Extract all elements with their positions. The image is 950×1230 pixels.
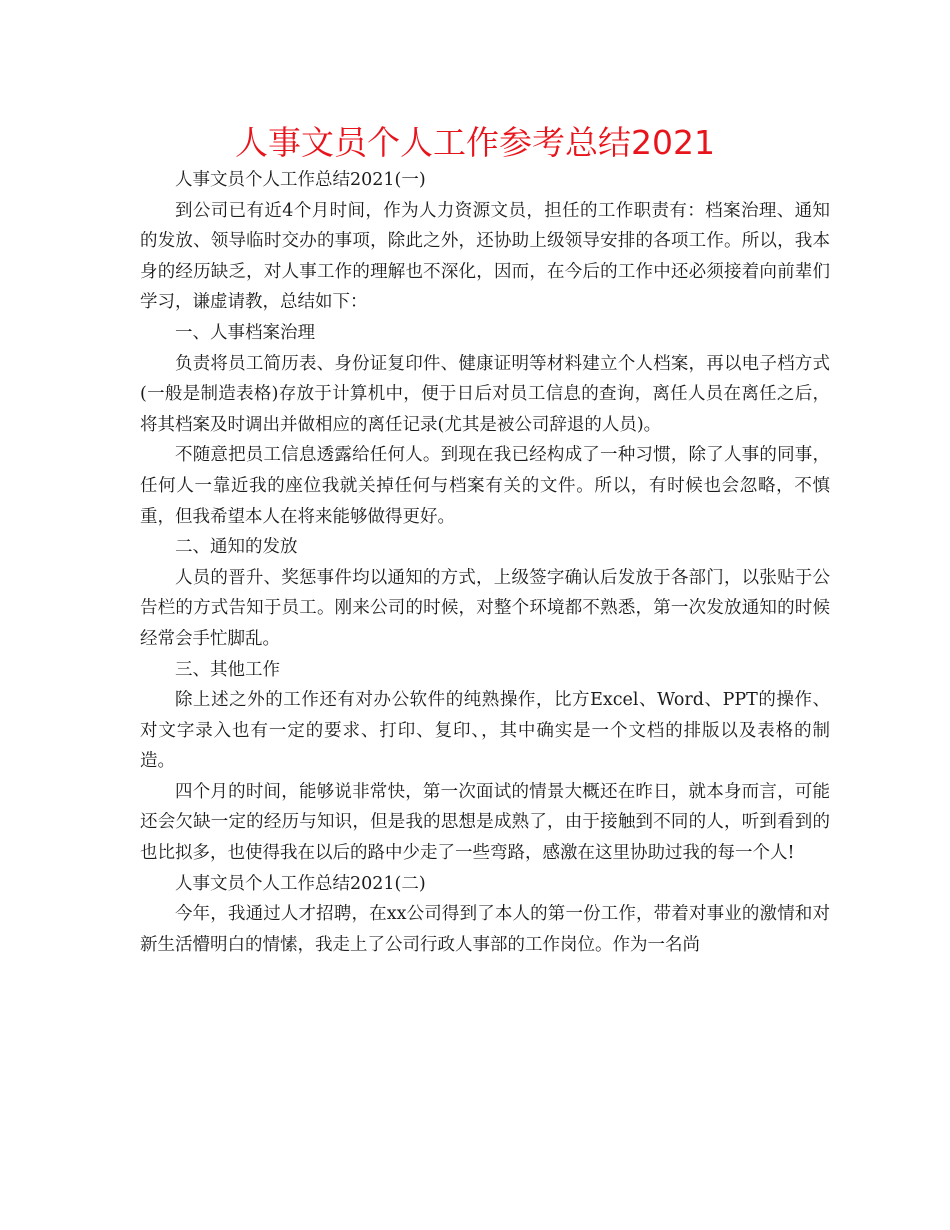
body-paragraph: 人员的晋升、奖惩事件均以通知的方式，上级签字确认后发放于各部门，以张贴于公告栏的方式告知于员工。刚来公司的时候，对整个环境都不熟悉，第一次发放通知的时候经常会手忙脚乱。 [140, 567, 830, 649]
document-body [140, 165, 830, 960]
body-paragraph: 今年，我通过人才招聘，在xx公司得到了本人的第一份工作，带着对事业的激情和对新生活懵明白的情愫，我走上了公司行政人事部的工作岗位。作为一名尚 [140, 904, 830, 955]
section-heading-part-2: 人事文员个人工作总结2021(二) [175, 873, 426, 894]
body-paragraph: 不随意把员工信息透露给任何人。到现在我已经构成了一种习惯，除了人事的同事，任何人一靠近我的座位我就关掉任何与档案有关的文件。所以，有时候也会忽略，不慎重，但我希望本人在将来能够做得更好。 [140, 445, 830, 527]
body-paragraph: 四个月的时间，能够说非常快，第一次面试的情景大概还在昨日，就本身而言，可能还会欠缺一定的经历与知识，但是我的思想是成熟了，由于接触到不同的人，听到看到的也比拟多，也使得我在以后的路中少走了一些弯路，感激在这里协助过我的每一个人! [140, 781, 830, 864]
document-title: 人事文员个人工作参考总结2021 [235, 123, 715, 162]
body-paragraph: 除上述之外的工作还有对办公软件的纯熟操作，比方Excel、Word、PPT的操作、对文字录入也有一定的要求、打印、复印、，其中确实是一个文档的排版以及表格的制造。 [140, 690, 830, 772]
section-heading-part-1: 人事文员个人工作总结2021(一) [175, 170, 426, 190]
subsection-heading: 一、人事档案治理 [175, 322, 315, 343]
body-paragraph: 负责将员工简历表、身份证复印件、健康证明等材料建立个人档案，再以电子档方式(一般是制造表格)存放于计算机中，便于日后对员工信息的查询，离任人员在离任之后，将其档案及时调出并做相应的离任记录(尤其是被公司辞退的人员)。 [140, 353, 830, 435]
body-paragraph: 到公司已有近4个月时间，作为人力资源文员，担任的工作职责有：档案治理、通知的发放、领导临时交办的事项，除此之外，还协助上级领导安排的各项工作。所以，我本身的经历缺乏，对人事工作的理解也不深化，因而，在今后的工作中还必须接着向前辈们学习，谦虚请教，总结如下： [140, 200, 830, 313]
subsection-heading: 二、通知的发放 [175, 537, 298, 558]
subsection-heading: 三、其他工作 [175, 659, 280, 680]
